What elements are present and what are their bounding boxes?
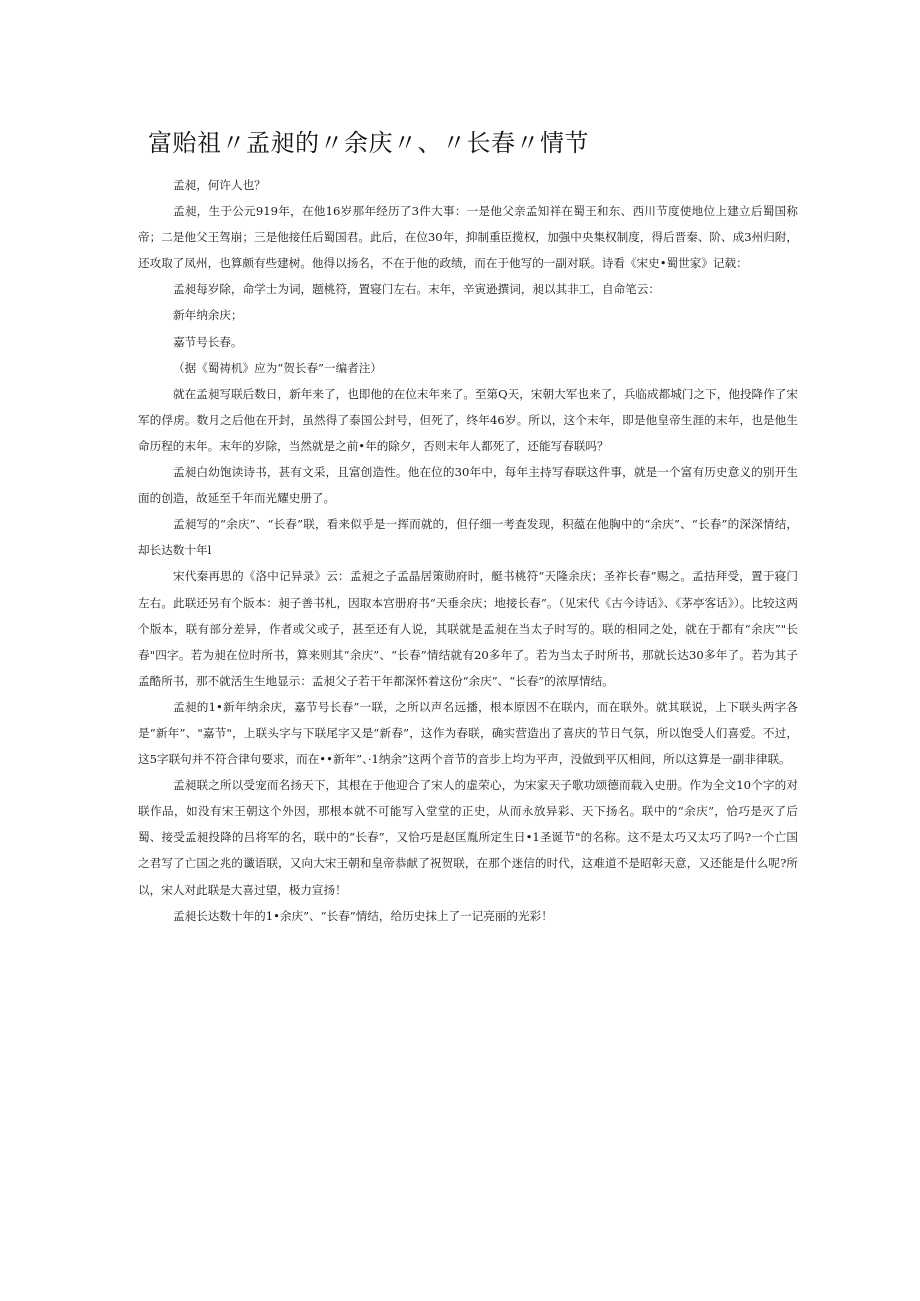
paragraph-13: 孟昶长达数十年的1•余庆”、“长春”情结，给历史抹上了一记亮丽的光彩！ — [173, 908, 553, 923]
article-title: 富贻祖〃孟昶的〃余庆〃、〃长春〃情节 — [148, 129, 589, 157]
paragraph-1: 孟昶，何许人也？ — [173, 178, 266, 192]
paragraph-8: 孟昶白幼饱读诗书，甚有文采，且富创造性。他在位的30年中，每年主持写春联这件事，就是一个富有历史意义的别开生面的创造，故延至千年而光耀史册了。 — [138, 465, 798, 506]
paragraph-7: 就在孟昶写联后数日，新年来了，也即他的在位末年来了。至第Q天，宋朝大军也来了，兵临成都城门之下，他投降作了宋军的俘虏。数月之后他在开封，虽然得了泰国公封号，但死了，终年46岁。所以，这个末年，即是他皇帝生涯的末年，也是他生命历程的末年。末年的岁除，当然就是之前•年的除夕，否则末年人都死了，还能写春联吗？ — [138, 386, 798, 453]
couplet-first-line: 新年纳余庆； — [173, 308, 243, 323]
paragraph-9: 孟昶写的“余庆”、“长春”联，看来似乎是一挥而就的，但仔细一考査发现，积蕴在他胸中的“余庆”、“长春”的深深情结，却长达数十年l — [138, 517, 798, 558]
article-body — [138, 172, 798, 929]
paragraph-12: 孟昶联之所以受宠而名扬天下，其根在于他迎合了宋人的虚荣心，为宋家天子歌功颂德而载入史册。作为全文10个字的对联作品，如没有宋王朝这个外因，那根本就不可能写入堂堂的正史，从而永放异彩、天下扬名。联中的“余庆”，恰巧是灭了后蜀、接受孟昶投降的吕将军的名，联中的“长春”，又恰巧是赵匡胤所定生日•1圣诞节"的名称。这不是太巧又太巧了吗?一个亡国之君写了亡国之兆的谶语联，又向大宋王朝和皇帝恭献了祝贺联，在那个迷信的时代，这难道不是昭彰天意，又还能是什么呢?所以，宋人对此联是大喜过望，极力宣扬！ — [138, 778, 798, 897]
paragraph-3: 孟昶每岁除，命学士为词，题桃符，置寝门左右。末年，辛寅逊撰词，昶以其非工，自命笔云： — [173, 282, 660, 297]
paragraph-11: 孟昶的1•新年纳余庆，嘉节号长春”一联，之所以声名远播，根本原因不在联内，而在联外。就其联说，上下联头两字各是“新年”、"嘉节"，上联头字与下联尾字又是“新春”，这作为春联，确实营造出了喜庆的节日气氛，所以饱受人们喜爱。不过，这5字联句并不符合律句要求，而在••新年”、·1纳余”这两个音节的音步上均为平声，没做到平仄相间，所以这算是一副非律联。 — [138, 699, 798, 767]
editor-note: （据《蜀祷机》应为“贺长春”一编者注） — [173, 360, 382, 375]
paragraph-2: 孟昶，生于公元919年，在他16岁那年经历了3件大事：一是他父亲孟知祥在蜀王和东、西川节度使地位上建立后蜀国称帝；二是他父王驾崩；三是他接任后蜀国君。此后，在位30年，抑制重臣揽权，加强中央集权制度，得后晋秦、阶、成3州归附，还攻取了凤州，也算颇有些建树。他得以扬名，不在于他的政绩，而在于他写的一副对联。诗看《宋史•蜀世家》记载： — [138, 204, 798, 271]
paragraph-10: 宋代秦再思的《洛中记异录》云：孟昶之子孟晶居策勋府时，艇书桃符“天隆余庆；圣祚长春”赐之。孟拮拜受，置于寝门左右。此联还另有个版本：昶子善书札，因取本宫册府书“天垂余庆；地接长春”。（见宋代《古今诗话》、《茅亭客话》）。比较这两个版本，联有部分差异，作者或父或子，甚至还有人说，其联就是孟昶在当太子时写的。联的相同之处，就在于都有“余庆”"长春"四字。若为昶在位时所书，算来则其“余庆”、“长春”情结就有20多年了。若为当太子时所书，那就长达30多年了。若为其子孟酷所书，那不就活生生地显示：孟昶父子若干年都深怀着这份“余庆”、“长春”的浓厚情结。 — [138, 569, 798, 688]
couplet-second-line: 嘉节号长春。 — [173, 334, 243, 349]
